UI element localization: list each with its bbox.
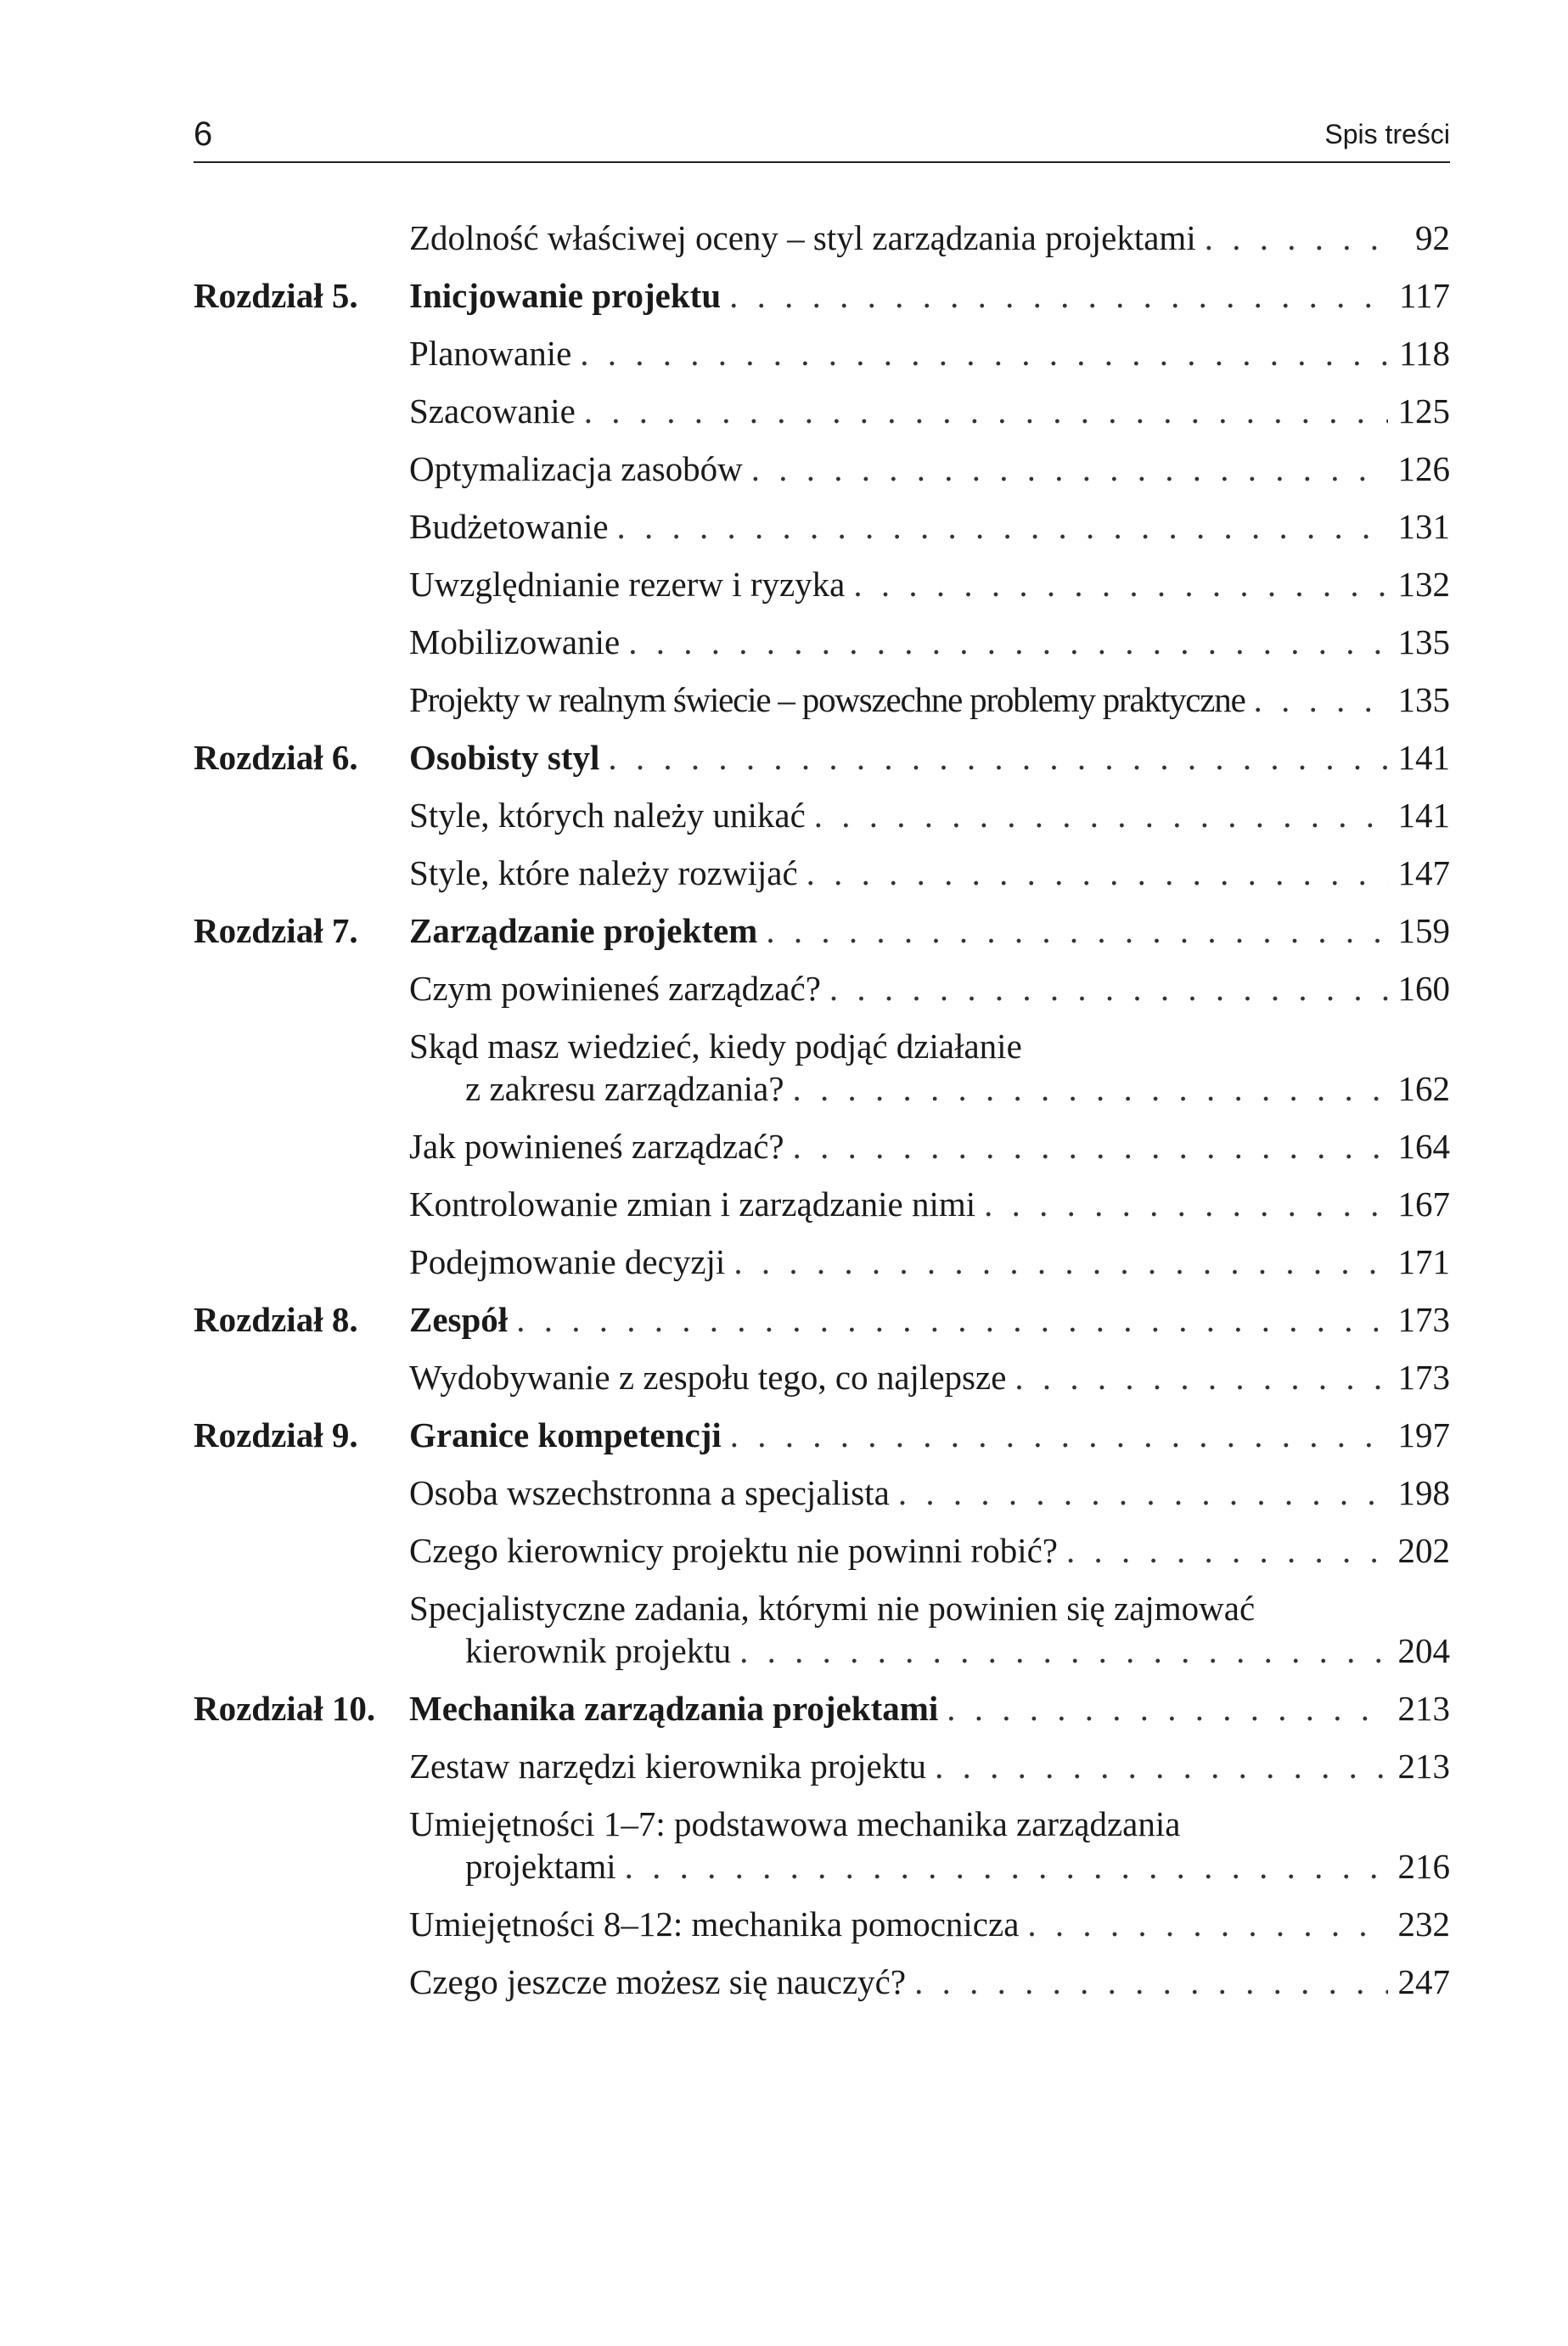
dot-leader [853,564,1387,605]
entry-title: Osobisty styl [409,738,600,777]
dot-leader [580,333,1389,374]
toc-section-entry [194,954,1450,1012]
toc-section-entry [194,1112,1450,1170]
page-ref: 164 [1397,1127,1450,1166]
dot-leader [935,1746,1387,1786]
page-ref: 141 [1397,796,1450,835]
toc-chapter-entry [194,1401,1450,1459]
entry-title: Zespół [409,1300,509,1339]
page-ref: 247 [1397,1962,1450,2001]
toc-section-entry [194,1516,1450,1574]
entry-title: Umiejętności 1–7: podstawowa mechanika zarządzania [409,1804,1181,1843]
toc-section-entry [194,1890,1450,1948]
toc-section-entry [194,377,1450,435]
toc-section-entry [194,435,1450,492]
dot-leader [914,1961,1387,2002]
chapter-label: Rozdział 8. [194,1300,358,1339]
entry-title: Czym powinieneś zarządzać? [409,969,821,1008]
toc-section-entry [194,319,1450,377]
toc-chapter-entry [194,897,1450,954]
page-ref: 131 [1397,507,1450,546]
entry-title: Zestaw narzędzi kierownika projektu [409,1747,927,1786]
entry-title: Style, które należy rozwijać [409,853,798,892]
page-ref: 171 [1397,1242,1450,1281]
page-ref: 125 [1397,391,1450,430]
page-ref: 118 [1399,334,1450,373]
toc-section-entry [194,1012,1450,1112]
entry-title: Mobilizowanie [409,622,621,661]
entry-title: Osoba wszechstronna a specjalista [409,1473,890,1512]
toc-chapter-entry [194,1674,1450,1732]
dot-leader [608,737,1387,778]
toc-chapter-entry [194,262,1450,319]
toc-section-entry [194,839,1450,897]
entry-title: Podejmowanie decyzji [409,1242,726,1281]
page-ref: 173 [1397,1358,1450,1397]
page-ref: 232 [1397,1904,1450,1944]
chapter-label: Rozdział 10. [194,1689,376,1728]
toc-chapter-entry [194,1286,1450,1343]
toc-section-entry [194,550,1450,608]
entry-title: Skąd masz wiedzieć, kiedy podjąć działanie [409,1027,1022,1066]
running-title: Spis treści [1324,119,1450,149]
entry-title: Uwzględnianie rezerw i ryzyka [409,565,846,604]
dot-leader [733,1241,1387,1282]
dot-leader [751,448,1388,489]
entry-title-continued: projektami [465,1847,616,1886]
chapter-label: Rozdział 6. [194,738,358,777]
dot-leader [1027,1904,1387,1944]
page-ref: 173 [1397,1300,1450,1339]
entry-title: Budżetowanie [409,507,609,546]
page-ref: 147 [1397,853,1450,892]
chapter-label: Rozdział 9. [194,1415,358,1454]
page-header [194,110,1450,163]
toc-section-entry [194,1170,1450,1228]
dot-leader [628,622,1387,662]
page-ref: 213 [1397,1689,1450,1728]
dot-leader [898,1472,1388,1513]
toc-section-entry [194,1574,1450,1674]
entry-title: Granice kompetencji [409,1415,722,1454]
toc-chapter-entry [194,723,1450,781]
page-ref: 135 [1397,622,1450,661]
entry-title: Zarządzanie projektem [409,911,758,950]
dot-leader [730,1415,1388,1455]
chapter-label: Rozdział 7. [194,911,358,950]
page-ref: 213 [1397,1747,1450,1786]
entry-title: Optymalizacja zasobów [409,449,743,488]
toc-section-entry [194,1948,1450,2006]
entry-title: Umiejętności 8–12: mechanika pomocnicza [409,1904,1020,1944]
entry-title: Czego jeszcze możesz się nauczyć? [409,1962,907,2001]
entry-title: Wydobywanie z zespołu tego, co najlepsze [409,1358,1007,1397]
entry-title: Specjalistyczne zadania, którymi nie powinien się zajmować [409,1589,1256,1628]
dot-leader [947,1688,1387,1729]
page-ref: 198 [1397,1473,1450,1512]
page-ref: 197 [1397,1415,1450,1454]
page-ref: 132 [1397,565,1450,604]
entry-title: Mechanika zarządzania projektami [409,1689,939,1728]
dot-leader [814,795,1388,835]
page-ref: 117 [1399,276,1450,315]
page-ref: 159 [1397,911,1450,950]
dot-leader [729,275,1389,316]
dot-leader [617,506,1388,547]
entry-title-continued: kierownik projektu [465,1631,732,1670]
dot-leader [516,1299,1387,1340]
page-ref: 92 [1415,218,1450,257]
toc-section-entry [194,666,1450,723]
chapter-label: Rozdział 5. [194,276,358,315]
page-ref: 126 [1397,449,1450,488]
dot-leader [584,391,1388,431]
toc-section-entry [194,1228,1450,1286]
table-of-contents [194,204,1450,2006]
dot-leader [739,1630,1387,1671]
dot-leader [1014,1357,1387,1398]
entry-title: Czego kierownicy projektu nie powinni robić? [409,1531,1058,1570]
toc-section-entry [194,1459,1450,1516]
toc-section-entry [194,608,1450,666]
entry-title: Planowanie [409,334,572,373]
page-ref: 135 [1397,680,1450,719]
dot-leader [625,1846,1388,1887]
page-ref: 204 [1397,1631,1450,1670]
dot-leader [1066,1530,1388,1571]
page-number: 6 [194,115,213,153]
dot-leader [806,852,1388,893]
dot-leader [984,1184,1387,1224]
dot-leader [1205,217,1389,258]
toc-section-entry [194,1732,1450,1790]
page-ref: 162 [1397,1069,1450,1108]
toc-section-entry [194,1343,1450,1401]
entry-title: Kontrolowanie zmian i zarządzanie nimi [409,1184,976,1224]
toc-section-entry [194,204,1450,262]
entry-title: Style, których należy unikać [409,796,806,835]
dot-leader [793,1126,1388,1167]
page-ref: 141 [1397,738,1450,777]
toc-section-entry [194,1790,1450,1890]
page-ref: 216 [1397,1847,1450,1886]
page-ref: 167 [1397,1184,1450,1224]
page-ref: 160 [1397,969,1450,1008]
entry-title: Jak powinieneś zarządzać? [409,1127,784,1166]
dot-leader [1254,679,1388,720]
dot-leader [793,1068,1388,1109]
entry-title: Projekty w realnym świecie – powszechne problemy praktyczne [409,680,1245,719]
entry-title: Inicjowanie projektu [409,276,722,315]
entry-title: Zdolność właściwej oceny – styl zarządzania projektami [409,218,1196,257]
page-ref: 202 [1397,1531,1450,1570]
toc-section-entry [194,781,1450,839]
dot-leader [829,968,1388,1009]
toc-section-entry [194,492,1450,550]
dot-leader [766,910,1387,951]
entry-title-continued: z zakresu zarządzania? [465,1069,784,1108]
entry-title: Szacowanie [409,391,576,430]
